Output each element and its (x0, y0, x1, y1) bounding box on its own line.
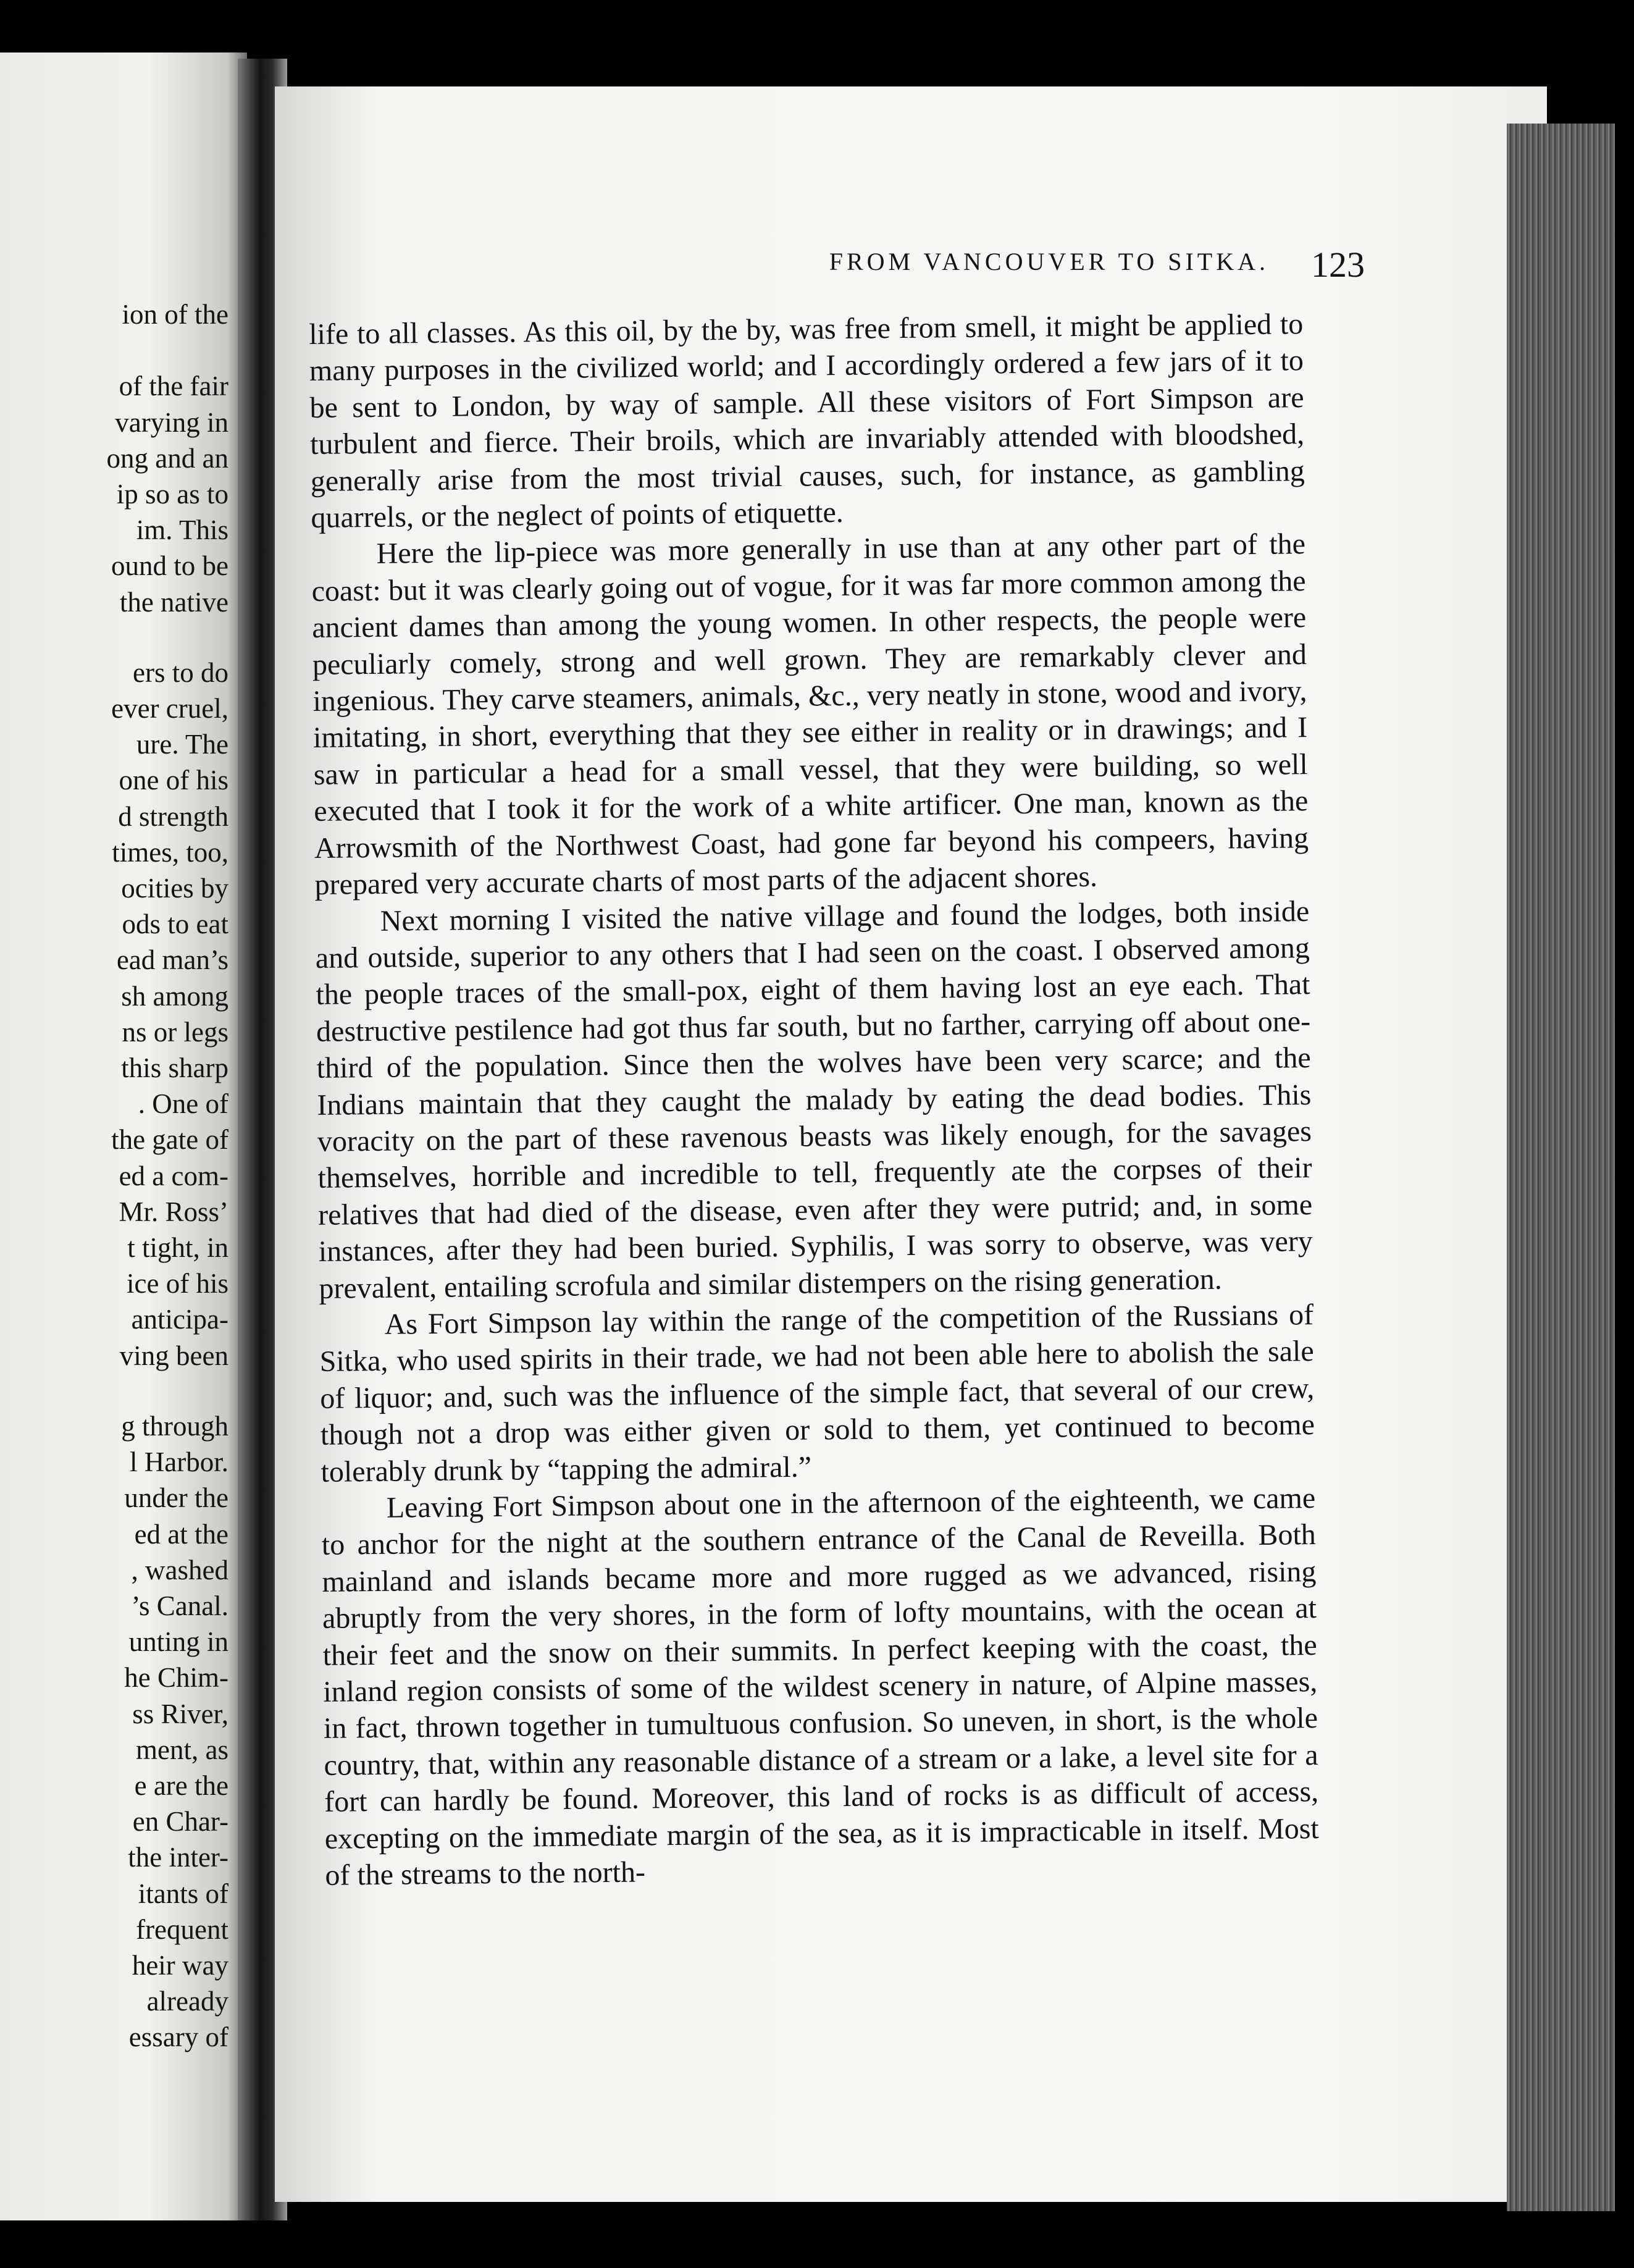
left-page-line: t tight, in (127, 1232, 228, 1264)
paragraph-gap (6, 1374, 228, 1408)
left-page-line: g through (121, 1410, 228, 1442)
left-page-line: heir way (132, 1949, 228, 1981)
left-page-line: sh among (121, 980, 228, 1012)
left-page-line: , washed (131, 1554, 228, 1586)
left-page-line: ns or legs (122, 1016, 228, 1048)
left-page-line: ever cruel, (111, 693, 228, 724)
left-facing-page (0, 52, 247, 2220)
left-page-line: ed a com- (119, 1160, 228, 1191)
paragraph: Leaving Fort Simpson about one in the afternoon of the eighteenth, we came to anchor for the night at the southern entrance of the Canal de Reveilla. Both mainland and islands became more and more rugged as we advanced, rising abruptly from the very shores, in the form of lofty mountains, with the ocean at their feet and the snow on their summits. In perfect keeping with the coast, the inland region consists of some of the wildest scenery in nature, of Alpine masses, in fact, thrown together in tumultuous confusion. So uneven, in short, is the whole country, that, within any reasonable distance of a stream or a lake, a level site for a fort can hardly be found. Moreover, this land of rocks is as difficult of access, excepting on the immediate margin of the sea, as it is impracticable in itself. Most of the streams to the north- (321, 1482, 1320, 1892)
left-page-line: ong and an (106, 442, 228, 474)
left-page-line: ip so as to (116, 479, 228, 510)
left-page-line: unting in (128, 1626, 228, 1658)
running-head: FROM VANCOUVER TO SITKA. (829, 248, 1269, 275)
left-page-line: ocities by (121, 873, 228, 904)
left-page-line: of the fair (119, 371, 228, 402)
left-page-line: ed at the (134, 1518, 228, 1550)
left-page-line: the inter- (128, 1842, 228, 1873)
paragraph: life to all classes. As this oil, by the by, was free from smell, it might be applied to many purposes in the civilized world; and I accordingly ordered a few jars of it to be sent to London, by way of sample. All these visitors of Fort Simpson are turbulent and fierce. Their broils, which are invariably attended with bloodshed, generally arise from the most trivial causes, such, for instance, as gambling quarrels, or the neglect of points of etiquette. (309, 308, 1305, 535)
left-page-line: times, too, (112, 836, 228, 868)
left-page-line: ice of his (127, 1268, 228, 1300)
left-page-line: already (146, 1986, 228, 2017)
left-page-line: Mr. Ross’ (119, 1196, 228, 1227)
left-page-line: e are the (134, 1770, 228, 1801)
body-text (309, 306, 1320, 1894)
left-page-line: im. This (136, 514, 228, 546)
left-page-line: under the (124, 1482, 228, 1514)
left-page-line: one of his (119, 765, 228, 796)
left-page-line: ure. The (136, 729, 228, 760)
left-page-line: l Harbor. (130, 1447, 228, 1478)
left-page-line: ers to do (133, 657, 228, 688)
left-page-line: the native (119, 586, 228, 618)
left-page-line: this sharp (121, 1052, 228, 1084)
page-edges (1507, 124, 1615, 2211)
paragraph: As Fort Simpson lay within the range of the competition of the Russians of Sitka, who used spirits in their trade, we had not been able here to abolish the sale of liquor; and, such was the influence of the simple fact, that several of our crew, though not a drop was either given or sold to them, yet continued to become tolerably drunk by “tapping the admiral.” (319, 1298, 1315, 1489)
paragraph: Here the lip-piece was more generally in use than at any other part of the coast: but it was clearly going out of vogue, for it was far more common among the ancient dames than among the young women. In other respects, the people were peculiarly comely, strong and well grown. They are remarkably clever and ingenious. They carve steamers, animals, &c., very neatly in stone, wood and ivory, imitating, in short, everything that they see either in reality or in drawings; and I saw in particular a head for a small vessel, that they were building, so well executed that I took it for the work of a white artificer. One man, known as the Arrowsmith of the Northwest Coast, had gone far beyond his compeers, having prepared very accurate charts of most parts of the adjacent shores. (311, 527, 1309, 902)
left-page-line: ss River, (132, 1698, 228, 1729)
left-page-line: ion of the (122, 299, 228, 330)
left-page-line: frequent (136, 1913, 228, 1945)
left-page-line: en Char- (132, 1806, 228, 1838)
left-page-text (6, 296, 228, 2056)
left-page-line: ’s Canal. (131, 1590, 228, 1621)
left-page-line: itants of (138, 1878, 228, 1909)
left-page-line: ment, as (136, 1734, 228, 1765)
paragraph-gap (6, 620, 228, 655)
left-page-line (6, 332, 228, 368)
left-page-line: ound to be (111, 550, 228, 582)
left-page-line: ving been (119, 1340, 228, 1371)
left-page-line: essary of (128, 2022, 228, 2053)
left-page-line: anticipa- (131, 1304, 228, 1335)
left-page-line: he Chim- (124, 1662, 228, 1694)
left-page-line: ods to eat (122, 909, 228, 940)
page-number: 123 (1311, 245, 1365, 285)
paragraph: Next morning I visited the native village and found the lodges, both inside and outside, superior to any others that I had seen on the coast. I observed among the people traces of the small-pox, eight of them having lost an eye each. That destructive pestilence had got thus far south, but no farther, carrying off about one-third of the population. Since then the wolves have been very scarce; and the Indians maintain that they caught the malady by eating the dead bodies. This voracity on the part of these ravenous beasts was likely enough, for the savages themselves, horrible and incredible to tell, frequently ate the corpses of their relatives that had died of the disease, even after they were putrid; and, in some instances, after they had been buried. Syphilis, I was sorry to observe, was very prevalent, entailing scrofula and similar distempers on the rising generation. (315, 894, 1313, 1305)
left-page-line: ead man’s (116, 944, 228, 976)
left-page-line: varying in (115, 406, 228, 438)
left-page-line: d strength (118, 800, 228, 832)
left-page-line: . One of (138, 1088, 228, 1120)
left-page-line: the gate of (111, 1124, 228, 1156)
